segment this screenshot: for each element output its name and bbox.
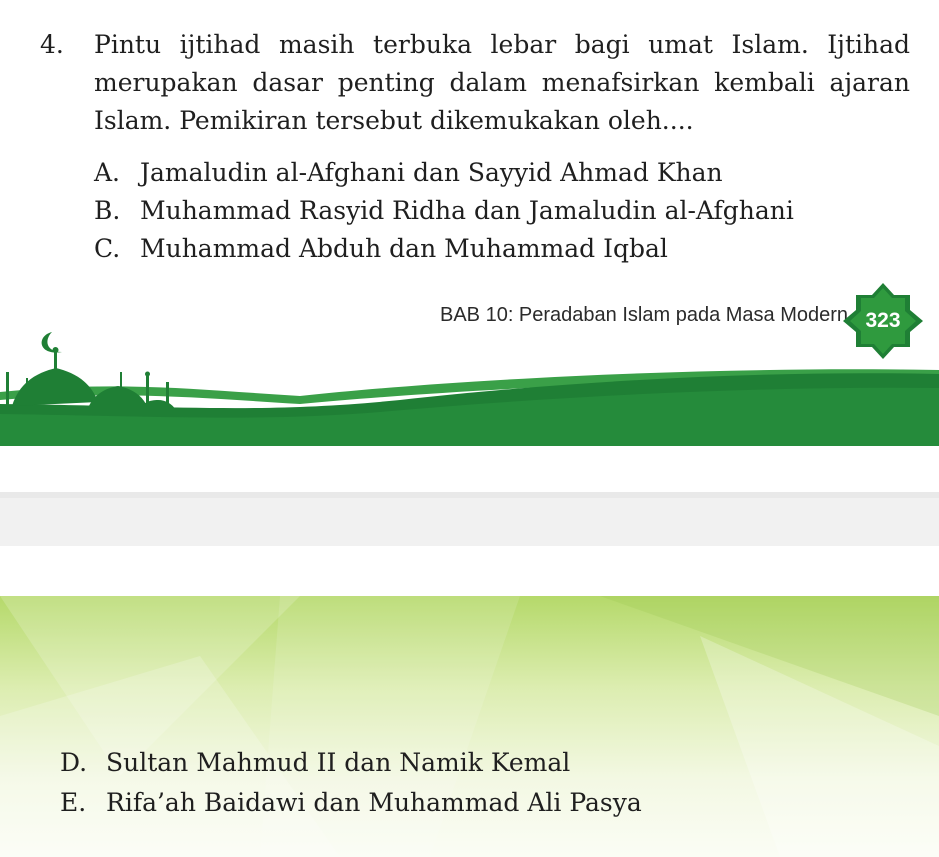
option-text: Muhammad Abduh dan Muhammad Iqbal [140,234,668,263]
mosque-landscape-decoration [0,330,939,492]
chapter-label: BAB 10: Peradaban Islam pada Masa Modern [440,304,849,326]
option-text: Rifa’ah Baidawi dan Muhammad Ali Pasya [106,788,642,817]
question-number: 4. [40,30,64,59]
option-c[interactable] [94,230,668,268]
option-b[interactable] [94,192,794,230]
page-gap [0,498,939,546]
question-block [40,26,910,140]
option-e[interactable] [60,784,642,822]
option-letter: B. [94,196,121,225]
crescent-moon-icon [42,332,62,353]
option-text: Sultan Mahmud II dan Namik Kemal [106,748,571,777]
page-gap-white [0,546,939,596]
option-d[interactable] [60,744,570,782]
option-letter: C. [94,234,121,263]
option-a[interactable] [94,154,723,192]
option-letter: D. [60,748,88,777]
question-text: Pintu ijtihad masih terbuka lebar bagi umat Islam. Ijtihad merupakan dasar penting dalam menafsirkan kembali ajaran Islam. Pemikiran tersebut dikemukakan oleh.... [94,30,910,135]
option-letter: A. [94,158,121,187]
page-bottom [0,596,939,857]
mosque-silhouette-icon [6,347,176,412]
page-number: 323 [865,309,901,332]
option-text: Jamaludin al-Afghani dan Sayyid Ahmad Khan [140,158,723,187]
page-number-badge [843,283,923,359]
option-letter: E. [60,788,87,817]
option-text: Muhammad Rasyid Ridha dan Jamaludin al-Afghani [140,196,794,225]
